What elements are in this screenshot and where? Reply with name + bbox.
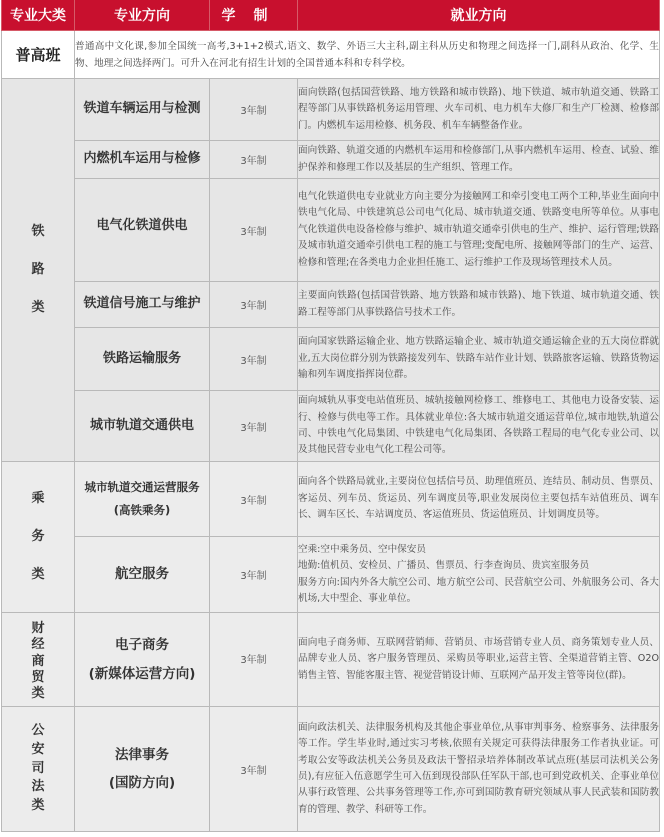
category-char: 公 — [31, 722, 45, 738]
years: 3年制 — [210, 179, 298, 282]
category-char: 法 — [31, 779, 45, 795]
employment-description: 面向各个铁路局就业,主要岗位包括信号员、助理值班员、连结员、制动员、售票员、客运员、列车员、货运员、列车调度员等,职业发展岗位主要包括车站值班员、调车长、调车区长、车站调度员、客运值班员、货运值班员、计划调度员等。 — [298, 462, 660, 537]
category-char: 经 — [31, 637, 45, 653]
category-char: 商 — [31, 653, 45, 669]
header-major: 专业方向 — [75, 0, 210, 31]
general-class-name: 普高班 — [2, 31, 75, 79]
major-name — [75, 462, 210, 537]
table-row — [2, 141, 660, 179]
employment-description: 面向铁路、轨道交通的内燃机车运用和检修部门,从事内燃机车运用、检查、试验、维护保养和修理工作以及基层的生产组织、管理工作。 — [298, 141, 660, 179]
table-row — [2, 391, 660, 462]
employment-description: 面向国家铁路运输企业、地方铁路运输企业、城市轨道交通运输企业的五大岗位群就业,五大岗位群分别为铁路接发列车、铁路车站作业计划、铁路旅客运输、铁路货物运输和列车调度指挥岗位群。 — [298, 328, 660, 391]
years: 3年制 — [210, 391, 298, 462]
major-name-line: (国防方向) — [108, 775, 176, 791]
employment-description — [298, 537, 660, 613]
years: 3年制 — [210, 537, 298, 613]
major-name: 铁路运输服务 — [75, 328, 210, 391]
employment-line: 地勤:值机员、安检员、广播员、售票员、行李查询员、贵宾室服务员 — [298, 560, 590, 572]
category-char: 铁 — [31, 224, 45, 240]
employment-description: 面向城轨从事变电站值班员、城轨接触网检修工、维修电工、其他电力设备安装、运行、检修与供电等工作。具体就业单位:各大城市轨道交通运营单位,城市地铁,轨道公司、中铁电气化局集团、中铁建电气化局集团、各铁路工程局的电气化专业公司、以及其他民营专业电气化工程公司等。 — [298, 391, 660, 462]
category-char: 乘 — [31, 491, 45, 507]
major-name — [75, 707, 210, 832]
major-name: 城市轨道交通供电 — [75, 391, 210, 462]
years: 3年制 — [210, 462, 298, 537]
category-char: 类 — [31, 798, 45, 814]
employment-description: 电气化铁道供电专业就业方向主要分为接触网工和牵引变电工两个工种,毕业生面向中铁电气化局、中铁建筑总公司电气化局、城市轨道交通、铁路变电所等单位。从事电气化铁道供电设备检修与维护、城市轨道交通牵引供电的生产、维护、运行管理;铁路及城市轨道交通牵引供电工程的施工与管理;变配电所、接触网等部门的生产、运营、检修和管理;在各类电力企业担任施工、运行维护工作及现场管理技术人员。 — [298, 179, 660, 282]
category-railway — [2, 79, 75, 462]
majors-table — [1, 0, 660, 832]
header-category: 专业大类 — [2, 0, 75, 31]
category-char: 路 — [31, 262, 45, 278]
major-name: 内燃机车运用与检修 — [75, 141, 210, 179]
table-row — [2, 707, 660, 832]
table-row — [2, 328, 660, 391]
table-row — [2, 462, 660, 537]
category-char: 安 — [31, 741, 45, 757]
employment-line: 空乘:空中乘务员、空中保安员 — [298, 543, 426, 555]
category-char: 贸 — [31, 669, 45, 685]
table-header-row — [2, 0, 660, 31]
employment-description: 面向铁路(包括国营铁路、地方铁路和城市铁路)、地下铁道、城市轨道交通、铁路工程等部门从事铁路机务运用管理、火车司机、电力机车大修厂和生产厂检测、检修部门。内燃机车运用检修、机务段、机车车辆整备作业。 — [298, 79, 660, 141]
major-name — [75, 613, 210, 707]
category-char: 财 — [31, 621, 45, 636]
table-row — [2, 179, 660, 282]
category-public-security-law — [2, 707, 75, 832]
employment-description: 主要面向铁路(包括国营铁路、地方铁路和城市铁路)、地下铁道、城市轨道交通、铁路工程等部门从事铁路信号技术工作。 — [298, 282, 660, 328]
years: 3年制 — [210, 282, 298, 328]
category-char: 类 — [31, 686, 45, 701]
table-row-general-class — [2, 31, 660, 79]
major-name-line: (新媒体运营方向) — [88, 665, 196, 682]
category-char: 类 — [31, 299, 45, 315]
table-row — [2, 79, 660, 141]
years: 3年制 — [210, 328, 298, 391]
years: 3年制 — [210, 613, 298, 707]
major-name: 铁道信号施工与维护 — [75, 282, 210, 328]
category-char: 类 — [31, 566, 45, 582]
major-name-line: 电子商务 — [115, 637, 169, 654]
major-name-line: 法律事务 — [115, 746, 169, 763]
category-finance-trade — [2, 613, 75, 707]
header-years: 学制 — [210, 0, 298, 31]
employment-line: 服务方向:国内外各大航空公司、地方航空公司、民营航空公司、外航服务公司、各大机场,大中型企、事业单位。 — [298, 576, 659, 604]
header-employment: 就业方向 — [298, 0, 660, 31]
general-class-description: 普通高中文化课,参加全国统一高考,3+1+2模式,语文、数学、外语三大主科,副主科从历史和物理之间选择一门,副科从政治、化学、生物、地理之间选择两门。可升入在河北有招生计划的全国普通本科和专科学校。 — [75, 31, 660, 79]
years: 3年制 — [210, 79, 298, 141]
major-name: 铁道车辆运用与检测 — [75, 79, 210, 141]
major-name-line: 城市轨道交通运营服务 — [84, 480, 200, 494]
major-name-line: (高铁乘务) — [113, 503, 171, 517]
category-char: 司 — [31, 760, 45, 776]
employment-description: 面向电子商务师、互联网营销师、营销员、市场营销专业人员、商务策划专业人员、品牌专业人员、客户服务管理员、采购员等职业,运营主管、全渠道营销主管、O2O 销售主管、智能客服主管、视觉营销设计师、互联网产品开发主管等岗位(群)。 — [298, 613, 660, 707]
years: 3年制 — [210, 707, 298, 832]
years: 3年制 — [210, 141, 298, 179]
major-name: 电气化铁道供电 — [75, 179, 210, 282]
employment-description: 面向政法机关、法律服务机构及其他企事业单位,从事审判事务、检察事务、法律服务等工作。学生毕业时,通过实习考核,依照有关规定可获得法律服务工作者执业证。可考取公安等政法机关公务员及政法干警招录培养体制改革试点班(基层司法机关公务员),有应征入伍意愿学生可入伍到现役部队任军队干部,也可到党政机关、企事业单位从事行政管理、公共事务管理等工作,亦可到国防教育研究领域从事人民武装和国防教育的管理、教学、科研等工作。 — [298, 707, 660, 832]
category-attendant — [2, 462, 75, 613]
table-row — [2, 537, 660, 613]
table-row — [2, 282, 660, 328]
table-row — [2, 613, 660, 707]
category-char: 务 — [31, 529, 45, 545]
major-name: 航空服务 — [75, 537, 210, 613]
